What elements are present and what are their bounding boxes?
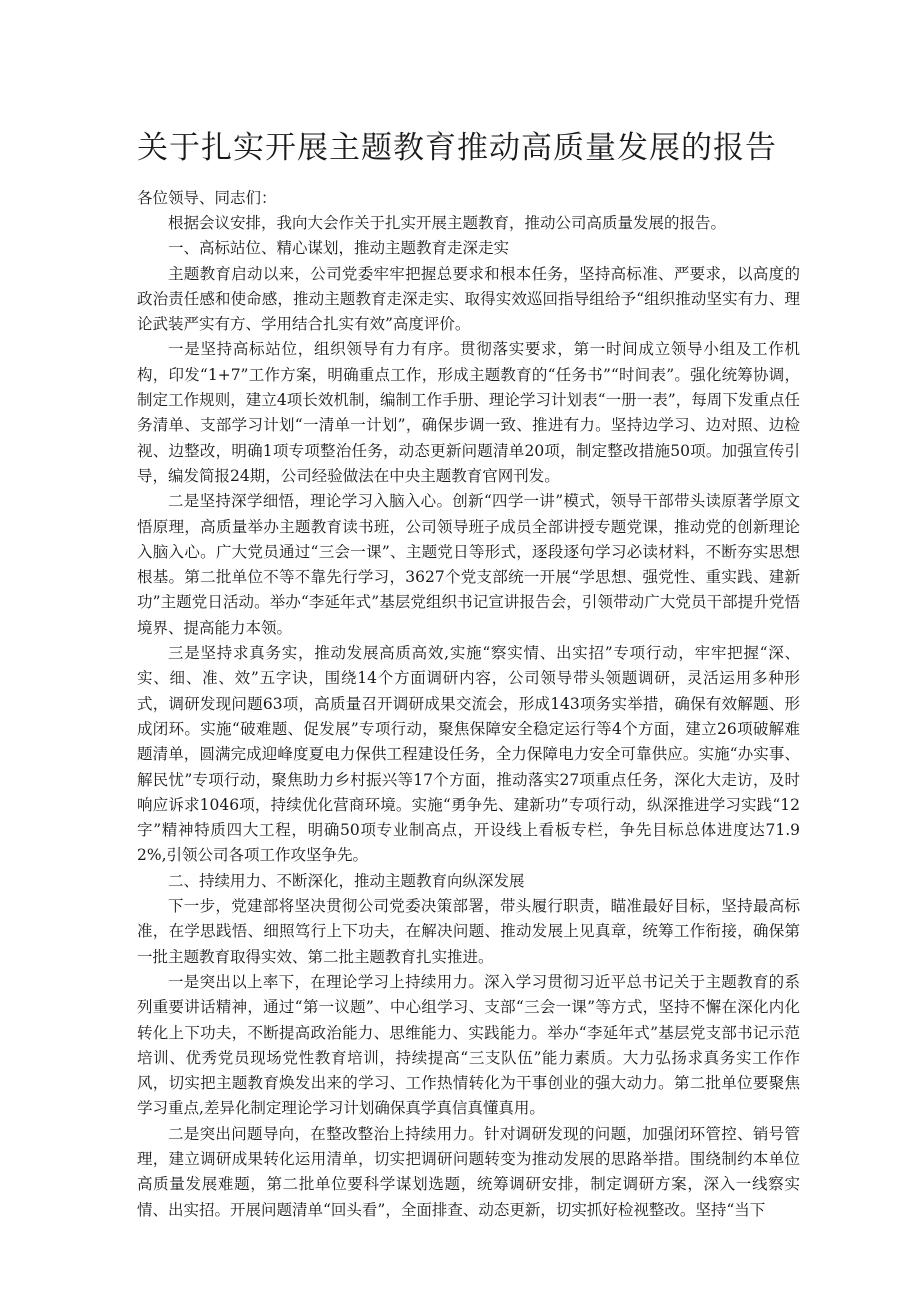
document-body [137,211,800,1223]
document-title: 关于扎实开展主题教育推动高质量发展的报告 [137,130,777,166]
section-heading: 一、高标站位、精心谋划，推动主题教育走深走实 [168,239,510,258]
body-paragraph: 一是突出以上率下，在理论学习上持续用力。深入学习贯彻习近平总书记关于主题教育的系列重要讲话精神，通过“第一议题”、中心组学习、支部“三会一课”等方式，坚持不懈在深化内化转化上下功夫，不断提高政治能力、思维能力、实践能力。举办“李延年式”基层党支部书记示范培训、优秀党员现场党性教育培训，持续提高“三支队伍”能力素质。大力弘扬求真务实工作作风，切实把主题教育焕发出来的学习、工作热情转化为干事创业的强大动力。第二批单位要聚焦学习重点,差异化制定理论学习计划确保真学真信真懂真用。 [137,972,800,1118]
body-paragraph: 三是坚持求真务实，推动发展高质高效,实施“察实情、出实招”专项行动，牢牢把握“深、实、细、准、效”五字诀，围绕14个方面调研内容，公司领导带头领题调研，灵活运用多种形式，调研发现问题63项，高质量召开调研成果交流会，形成143项务实举措，确保有效解题、形成闭环。实施“破难题、促发展”专项行动，聚焦保障安全稳定运行等4个方面，建立26项破解难题清单，圆满完成迎峰度夏电力保供工程建设任务，全力保障电力安全可靠供应。实施“办实事、解民忧”专项行动，聚焦助力乡村振兴等17个方面，推动落实27项重点任务，深化大走访，及时响应诉求1046项，持续优化营商环境。实施“勇争先、建新功”专项行动，纵深推进学习实践“12字”精神特质四大工程，明确50项专业制高点，开设线上看板专栏，争先目标总体进度达71.92%,引领公司各项工作攻坚争先。 [137,644,800,865]
body-paragraph: 根据会议安排，我向大会作关于扎实开展主题教育，推动公司高质量发展的报告。 [168,214,727,232]
body-paragraph: 一是坚持高标站位，组织领导有力有序。贯彻落实要求，第一时间成立领导小组及工作机构，印发“1+7”工作方案，明确重点工作，形成主题教育的“任务书”“时间表”。强化统筹协调，制定工作规则，建立4项长效机制，编制工作手册、理论学习计划表“一册一表”，每周下发重点任务清单、支部学习计划“一清单一计划”，确保步调一致、推进有力。坚持边学习、边对照、边检视、边整改，明确1项专项整治任务，动态更新问题清单20项，制定整改措施50项。加强宣传引导，编发简报24期，公司经验做法在中央主题教育官网刊发。 [137,340,800,485]
body-paragraph: 二是坚持深学细悟，理论学习入脑入心。创新“四学一讲”模式，领导干部带头读原著学原文悟原理，高质量举办主题教育读书班，公司领导班子成员全部讲授专题党课，推动党的创新理论入脑入心。广大党员通过“三会一课”、主题党日等形式，逐段逐句学习必读材料，不断夯实思想根基。第二批单位不等不靠先行学习，3627个党支部统一开展“学思想、强党性、重实践、建新功”主题党日活动。举办“李延年式”基层党组织书记宣讲报告会，引领带动广大党员干部提升党悟境界、提高能力本领。 [137,492,800,637]
section-heading: 二、持续用力、不断深化，推动主题教育向纵深发展 [168,871,525,890]
body-paragraph: 二是突出问题导向，在整改整治上持续用力。针对调研发现的问题，加强闭环管控、销号管理，建立调研成果转化运用清单，切实把调研问题转变为推动发展的思路举措。围绕制约本单位高质量发展难题，第二批单位要科学谋划选题，统筹调研安排，制定调研方案，深入一线察实情、出实招。开展问题清单“回头看”，全面排查、动态更新，切实抓好检视整改。坚持“当下 [137,1124,800,1219]
body-paragraph: 主题教育启动以来，公司党委牢牢把握总要求和根本任务，坚持高标准、严要求，以高度的政治责任感和使命感，推动主题教育走深走实、取得实效巡回指导组给予“组织推动坚实有力、理论武装严实有方、学用结合扎实有效”高度评价。 [137,264,800,334]
salutation: 各位领导、同志们： [137,189,277,207]
body-paragraph: 下一步，党建部将坚决贯彻公司党委决策部署，带头履行职责，瞄准最好目标，坚持最高标准，在学思践悟、细照笃行上下功夫，在解决问题、推动发展上见真章，统筹工作衔接，确保第一批主题教育取得实效、第二批主题教育扎实推进。 [137,897,800,966]
